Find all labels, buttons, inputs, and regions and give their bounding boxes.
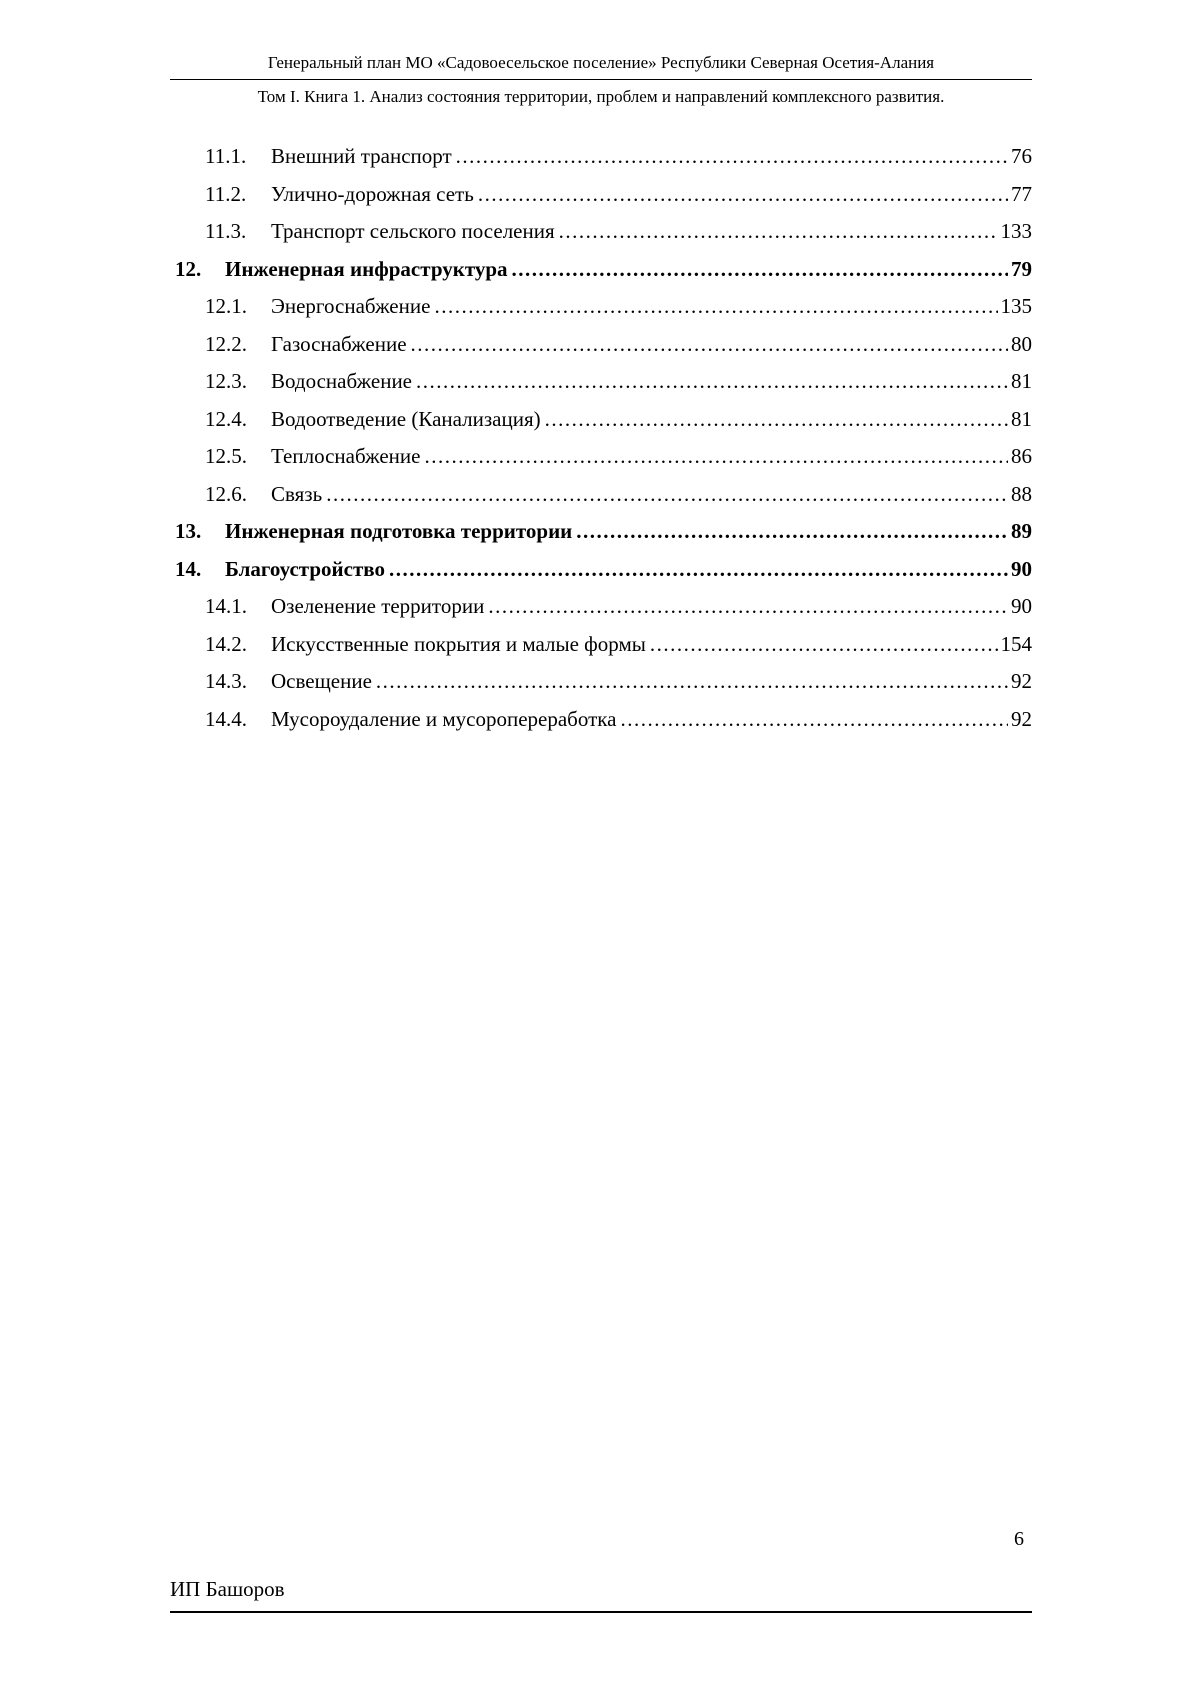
toc-entry-number: 12.4. xyxy=(205,406,247,431)
toc-entry-number: 14.1. xyxy=(205,594,247,618)
toc-entry-page: 154 xyxy=(1000,631,1032,656)
toc-entry-page: 92 xyxy=(1011,669,1032,693)
toc-entry-number: 14. xyxy=(175,556,202,581)
toc-entry-number: 14.3. xyxy=(205,669,247,693)
dot-leader xyxy=(559,213,998,251)
toc-entry-number: 12. xyxy=(175,256,202,281)
toc-entry-page: 133 xyxy=(1000,219,1032,243)
dot-leader xyxy=(456,138,1008,176)
header-subtitle: Том I. Книга 1. Анализ состояния территории, проблем и направлений комплексного развития. xyxy=(257,87,945,106)
toc-entry xyxy=(170,363,1032,401)
toc-entry xyxy=(170,701,1032,739)
dot-leader xyxy=(411,326,1008,364)
toc-entry xyxy=(170,626,1032,664)
toc-entry-number: 11.2. xyxy=(205,181,247,206)
document-header xyxy=(170,52,1032,108)
toc-entry-title: Газоснабжение xyxy=(271,331,407,356)
page-footer xyxy=(170,1528,1032,1613)
dot-leader xyxy=(416,363,1008,401)
toc-entry xyxy=(170,513,1032,551)
toc-entry-title: Искусственные покрытия и малые формы xyxy=(271,631,646,656)
toc-entry-title: Мусороудаление и мусоропереработка xyxy=(271,706,617,731)
toc-entry-number: 11.1. xyxy=(205,144,247,168)
toc-entry-title: Водоотведение (Канализация) xyxy=(271,406,541,431)
dot-leader xyxy=(424,438,1008,476)
toc-entry-page: 88 xyxy=(1011,481,1032,506)
toc-entry-number: 12.1. xyxy=(205,294,247,318)
toc-entry-page: 81 xyxy=(1011,406,1032,431)
dot-leader xyxy=(545,401,1008,439)
header-title: Генеральный план МО «Садовоесельское поселение» Республики Северная Осетия-Алания xyxy=(170,52,1032,80)
dot-leader xyxy=(376,663,1008,701)
toc-entry-title: Озеленение территории xyxy=(271,594,485,618)
toc-entry xyxy=(170,288,1032,326)
toc-entry-page: 89 xyxy=(1011,519,1032,543)
toc-entry xyxy=(170,251,1032,289)
toc-entry-title: Благоустройство xyxy=(225,556,385,581)
toc-entry-number: 12.3. xyxy=(205,369,247,393)
toc-entry-title: Связь xyxy=(271,481,323,506)
toc-entry-title: Энергоснабжение xyxy=(271,294,431,318)
toc-entry-number: 12.5. xyxy=(205,444,247,468)
toc-entry xyxy=(170,588,1032,626)
toc-entry-title: Освещение xyxy=(271,669,372,693)
toc-entry xyxy=(170,176,1032,214)
toc-entry-title: Теплоснабжение xyxy=(271,444,421,468)
toc-entry xyxy=(170,401,1032,439)
footer-author: ИП Башоров xyxy=(170,1577,1032,1613)
toc-entry-page: 90 xyxy=(1011,556,1032,581)
document-page xyxy=(170,52,1032,738)
toc-entry xyxy=(170,138,1032,176)
dot-leader xyxy=(488,588,1008,626)
toc-entry-page: 90 xyxy=(1011,594,1032,618)
toc-entry-title: Транспорт сельского поселения xyxy=(271,219,555,243)
toc-entry-page: 81 xyxy=(1011,369,1032,393)
toc-entry xyxy=(170,663,1032,701)
toc-entry-page: 79 xyxy=(1011,256,1032,281)
toc-entry xyxy=(170,213,1032,251)
toc-entry-title: Инженерная подготовка территории xyxy=(225,519,573,543)
dot-leader xyxy=(650,626,998,664)
dot-leader xyxy=(389,551,1008,589)
dot-leader xyxy=(620,701,1008,739)
toc-entry xyxy=(170,476,1032,514)
toc-entry-number: 12.2. xyxy=(205,331,247,356)
toc-entry-number: 11.3. xyxy=(205,219,247,243)
dot-leader xyxy=(512,251,1008,289)
table-of-contents xyxy=(170,138,1032,738)
toc-entry-title: Инженерная инфраструктура xyxy=(225,256,508,281)
toc-entry xyxy=(170,438,1032,476)
dot-leader xyxy=(478,176,1008,214)
toc-entry-number: 14.4. xyxy=(205,706,247,731)
toc-entry-title: Улично-дорожная сеть xyxy=(271,181,474,206)
toc-entry-page: 92 xyxy=(1011,706,1032,731)
toc-entry-number: 13. xyxy=(175,519,202,543)
toc-entry xyxy=(170,551,1032,589)
page-number: 6 xyxy=(1014,1528,1024,1550)
toc-entry-title: Внешний транспорт xyxy=(271,144,452,168)
toc-entry xyxy=(170,326,1032,364)
toc-entry-page: 80 xyxy=(1011,331,1032,356)
dot-leader xyxy=(326,476,1008,514)
toc-entry-number: 12.6. xyxy=(205,481,247,506)
toc-entry-page: 86 xyxy=(1011,444,1032,468)
toc-entry-number: 14.2. xyxy=(205,631,247,656)
dot-leader xyxy=(434,288,997,326)
dot-leader xyxy=(576,513,1008,551)
toc-entry-page: 77 xyxy=(1011,181,1032,206)
toc-entry-page: 76 xyxy=(1011,144,1032,168)
toc-entry-title: Водоснабжение xyxy=(271,369,413,393)
toc-entry-page: 135 xyxy=(1000,294,1032,318)
